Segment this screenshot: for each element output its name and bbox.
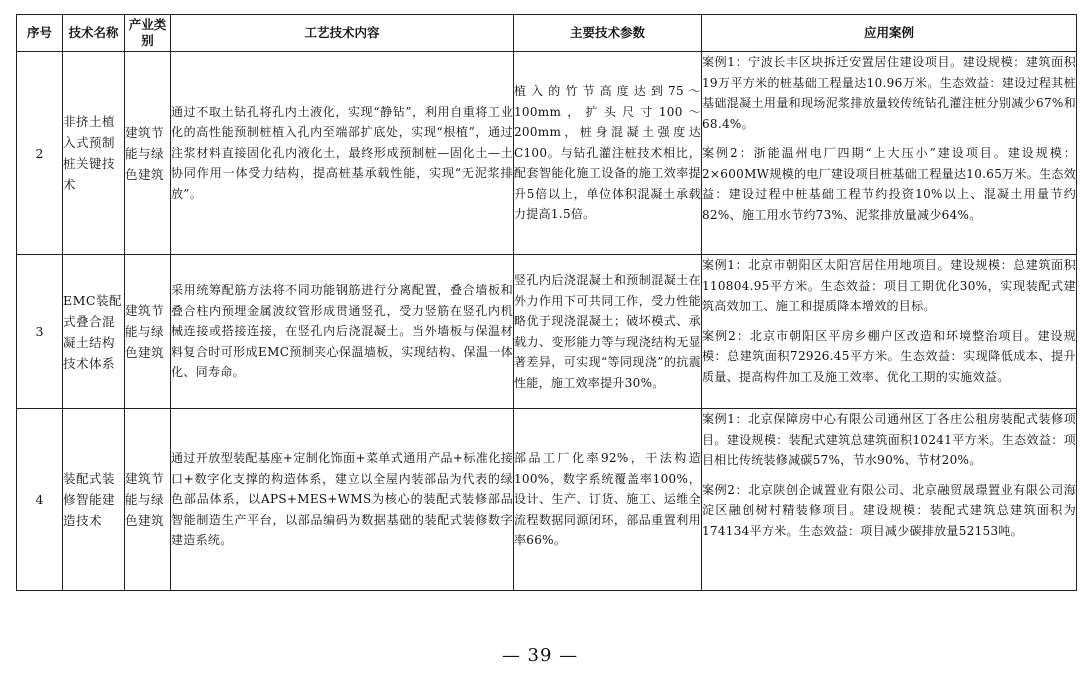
industry-category: 建筑节能与绿色建筑 bbox=[125, 52, 171, 255]
table-header-row bbox=[17, 15, 1077, 52]
case-item: 案例1：北京市朝阳区太阳宫居住用地项目。建设规模：总建筑面积110804.95平方米。生态效益：项目工期优化30%，实现装配式建筑高效加工、施工和提质降本增效的目标。 bbox=[702, 258, 1076, 313]
application-cases bbox=[702, 255, 1077, 409]
case-item: 案例2：浙能温州电厂四期“上大压小”建设项目。建设规模：2×600MW规模的电厂建设项目桩基础工程量达10.65万米。生态效益：建设过程中桩基础工程节约投资10%以上、混凝土用量节约82%、施工用水节约73%、泥浆排放量减少64%。 bbox=[702, 146, 1076, 222]
process-content: 采用统筹配筋方法将不同功能钢筋进行分离配置，叠合墙板和叠合柱内预埋金属波纹管形成贯通竖孔，受力竖筋在竖孔内机械连接或搭接连接，在竖孔内后浇混凝土。当外墙板与保温材料复合时可形成EMC预制夹心保温墙板，实现结构、保温一体化、同寿命。 bbox=[171, 255, 514, 409]
technology-table bbox=[16, 14, 1077, 591]
tech-name: 装配式装修智能建造技术 bbox=[63, 409, 125, 591]
row-no: 4 bbox=[17, 409, 63, 591]
header-main-params: 主要技术参数 bbox=[514, 15, 702, 52]
case-item: 案例2：北京陕创企诚置业有限公司、北京融贸晟璟置业有限公司海淀区融创树村精装修项目。建设规模：装配式建筑总建筑面积为174134平方米。生态效益：项目减少碳排放量52153吨。 bbox=[702, 482, 1076, 538]
table-row bbox=[17, 255, 1077, 409]
table-row bbox=[17, 52, 1077, 255]
tech-name: 非挤土植入式预制桩关键技术 bbox=[63, 52, 125, 255]
application-cases bbox=[702, 409, 1077, 591]
case-item: 案例2：北京市朝阳区平房乡棚户区改造和环境整治项目。建设规模：总建筑面积72926.45平方米。生态效益：实现降低成本、提升质量、提高构件加工及施工效率、优化工期的实施效益。 bbox=[702, 328, 1076, 384]
row-no: 3 bbox=[17, 255, 63, 409]
main-params: 竖孔内后浇混凝土和预制混凝土在外力作用下可共同工作，受力性能略优于现浇混凝土；破坏模式、承载力、变形能力等与现浇结构无显著差异，可实现“等同现浇”的抗震性能，施工效率提升30%。 bbox=[514, 255, 702, 409]
main-params: 部品工厂化率92%，干法构造100%，数字系统覆盖率100%，设计、生产、订货、施工、运维全流程数据同源闭环，部品重置利用率66%。 bbox=[514, 409, 702, 591]
header-process-content: 工艺技术内容 bbox=[171, 15, 514, 52]
page-number: — 39 — bbox=[501, 645, 579, 666]
header-tech-name: 技术名称 bbox=[63, 15, 125, 52]
process-content: 通过不取土钻孔将孔内土液化，实现“静钻”，利用自重将工业化的高性能预制桩植入孔内至端部扩底处，实现“根植”，通过注浆材料直接固化孔内液化土，最终形成预制桩—固化土—土协同作用一体受力结构，提高桩基承载性能，实现“无泥浆排放”。 bbox=[171, 52, 514, 255]
application-cases bbox=[702, 52, 1077, 255]
case-item: 案例1：宁波长丰区块拆迁安置居住建设项目。建设规模：建筑面积19万平方米的桩基础工程量达10.96万米。生态效益：建设过程其桩基础混凝土用量和现场泥浆排放量较传统钻孔灌注桩分别减少67%和68.4%。 bbox=[702, 55, 1076, 131]
main-params: 植入的竹节高度达到75～100mm，扩头尺寸100～200mm，桩身混凝土强度达C100。与钻孔灌注桩技术相比，配套智能化施工设备的施工效率提升5倍以上，单位体积混凝土承载力提高1.5倍。 bbox=[514, 52, 702, 255]
header-no: 序号 bbox=[17, 15, 63, 52]
industry-category: 建筑节能与绿色建筑 bbox=[125, 409, 171, 591]
process-content: 通过开放型装配基座+定制化饰面+菜单式通用产品+标准化接口+数字化支撑的构造体系，建立以全屋内装部品为代表的绿色部品体系，以APS+MES+WMS为核心的装配式装修部品智能制造生产平台，以部品编码为数据基础的装配式装修数字建造系统。 bbox=[171, 409, 514, 591]
tech-name: EMC装配式叠合混凝土结构技术体系 bbox=[63, 255, 125, 409]
case-item: 案例1：北京保障房中心有限公司通州区丁各庄公租房装配式装修项目。建设规模：装配式建筑总建筑面积10241平方米。生态效益：项目相比传统装修减碳57%，节水90%、节材20%。 bbox=[702, 412, 1076, 467]
header-category: 产业类别 bbox=[125, 15, 171, 52]
row-no: 2 bbox=[17, 52, 63, 255]
header-application-cases: 应用案例 bbox=[702, 15, 1077, 52]
table-row bbox=[17, 409, 1077, 591]
industry-category: 建筑节能与绿色建筑 bbox=[125, 255, 171, 409]
